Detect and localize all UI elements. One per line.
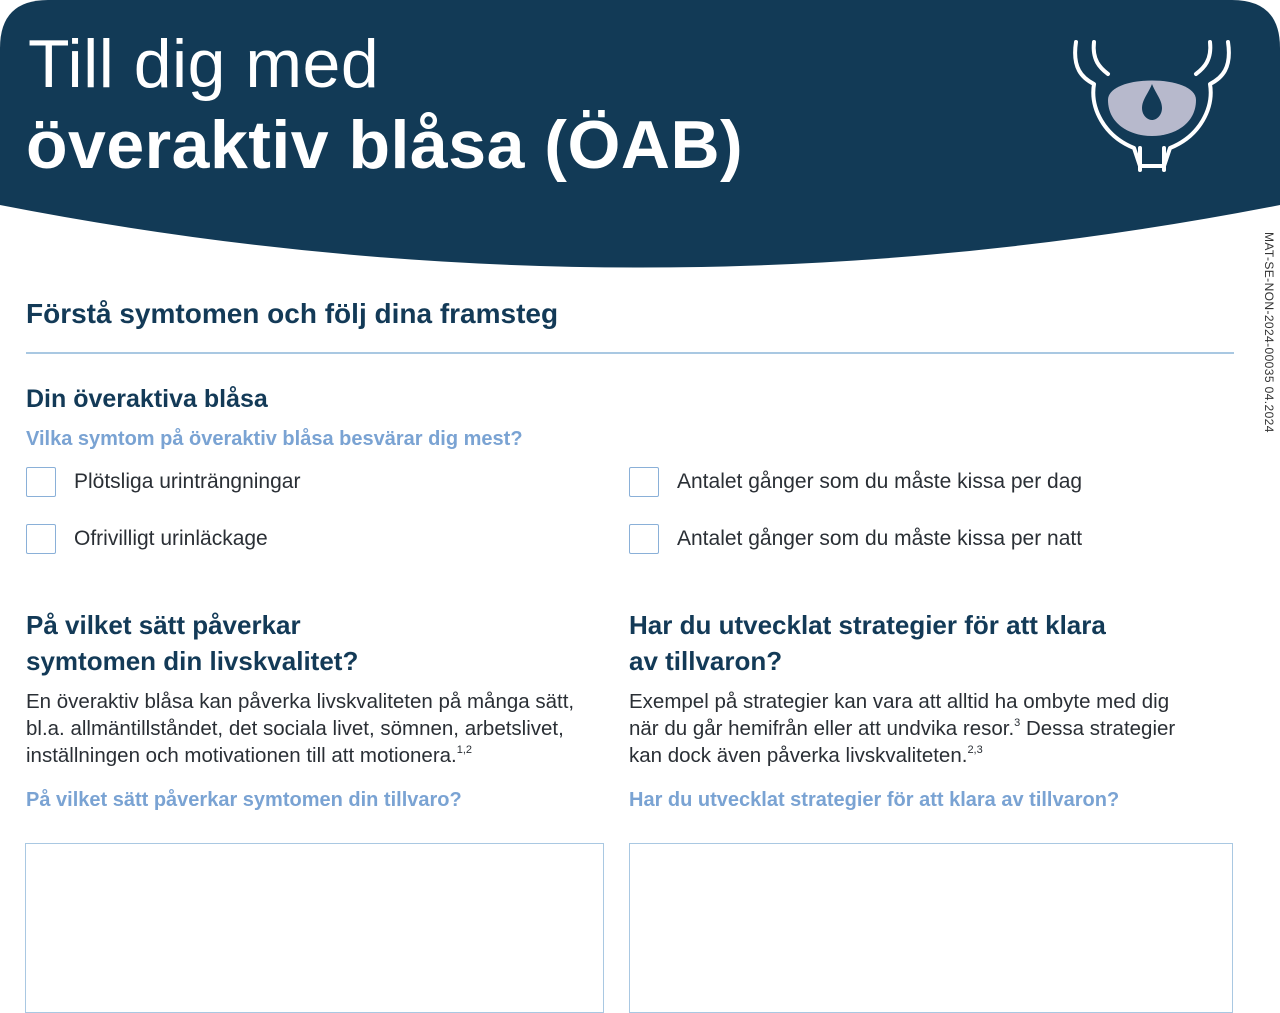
bladder-droplet-icon [1064,38,1240,178]
checkbox[interactable] [629,524,659,554]
right-column-body [629,688,1229,769]
body-line [629,742,1229,769]
right-column-question: Har du utvecklat strategier för att klara av tillvaron? [629,789,1120,811]
checkbox-label: Ofrivilligt urinläckage [74,527,268,550]
heading-line: På vilket sätt påverkar [26,610,301,640]
checkbox-label: Plötsliga urinträngningar [74,470,301,493]
body-line [629,715,1229,742]
footnote-ref: 2,3 [967,744,983,756]
symptom-option-urgency[interactable] [26,467,300,497]
left-column-body [26,688,626,769]
document-code: MAT-SE-NON-2024-00035 04.2024 [1262,232,1276,433]
body-text: kan dock även påverka livskvaliteten. [629,744,968,767]
right-column-heading [629,607,1219,679]
body-text: inställningen och motivationen till att motionera. [26,744,457,767]
title-line-1: Till dig med [28,26,380,102]
symptoms-heading: Din överaktiva blåsa [26,385,268,413]
checkbox[interactable] [26,467,56,497]
symptom-option-day-frequency[interactable] [629,467,1082,497]
symptoms-question: Vilka symtom på överaktiv blåsa besvärar dig mest? [26,428,523,450]
left-column-question: På vilket sätt påverkar symtomen din tillvaro? [26,789,462,811]
heading-line: av tillvaron? [629,646,783,676]
checkbox[interactable] [629,467,659,497]
checkbox-label: Antalet gånger som du måste kissa per natt [677,527,1083,550]
body-line: bl.a. allmäntillståndet, det sociala livet, sömnen, arbetslivet, [26,717,564,740]
body-text: när du går hemifrån eller att undvika resor. [629,717,1015,740]
checkbox[interactable] [26,524,56,554]
symptom-option-night-frequency[interactable] [629,524,1082,554]
footnote-ref: 1,2 [456,744,473,756]
heading-line: Har du utvecklat strategier för att klara [629,610,1106,640]
body-line [26,742,626,769]
left-column-heading [26,607,616,679]
footnote-ref: 3 [1014,717,1021,729]
symptom-option-leakage[interactable] [26,524,268,554]
quality-of-life-answer-field[interactable] [25,843,604,1013]
section-title: Förstå symtomen och följ dina framsteg [26,298,559,329]
checkbox-label: Antalet gånger som du måste kissa per dag [677,470,1083,493]
body-text: Dessa strategier [1020,717,1176,740]
body-line: En överaktiv blåsa kan påverka livskvaliteten på många sätt, [26,690,575,713]
strategies-answer-field[interactable] [629,843,1233,1013]
body-line: Exempel på strategier kan vara att alltid ha ombyte med dig [629,690,1170,713]
divider [26,352,1234,354]
title-line-2: överaktiv blåsa (ÖAB) [26,107,744,183]
heading-line: symtomen din livskvalitet? [26,646,359,676]
